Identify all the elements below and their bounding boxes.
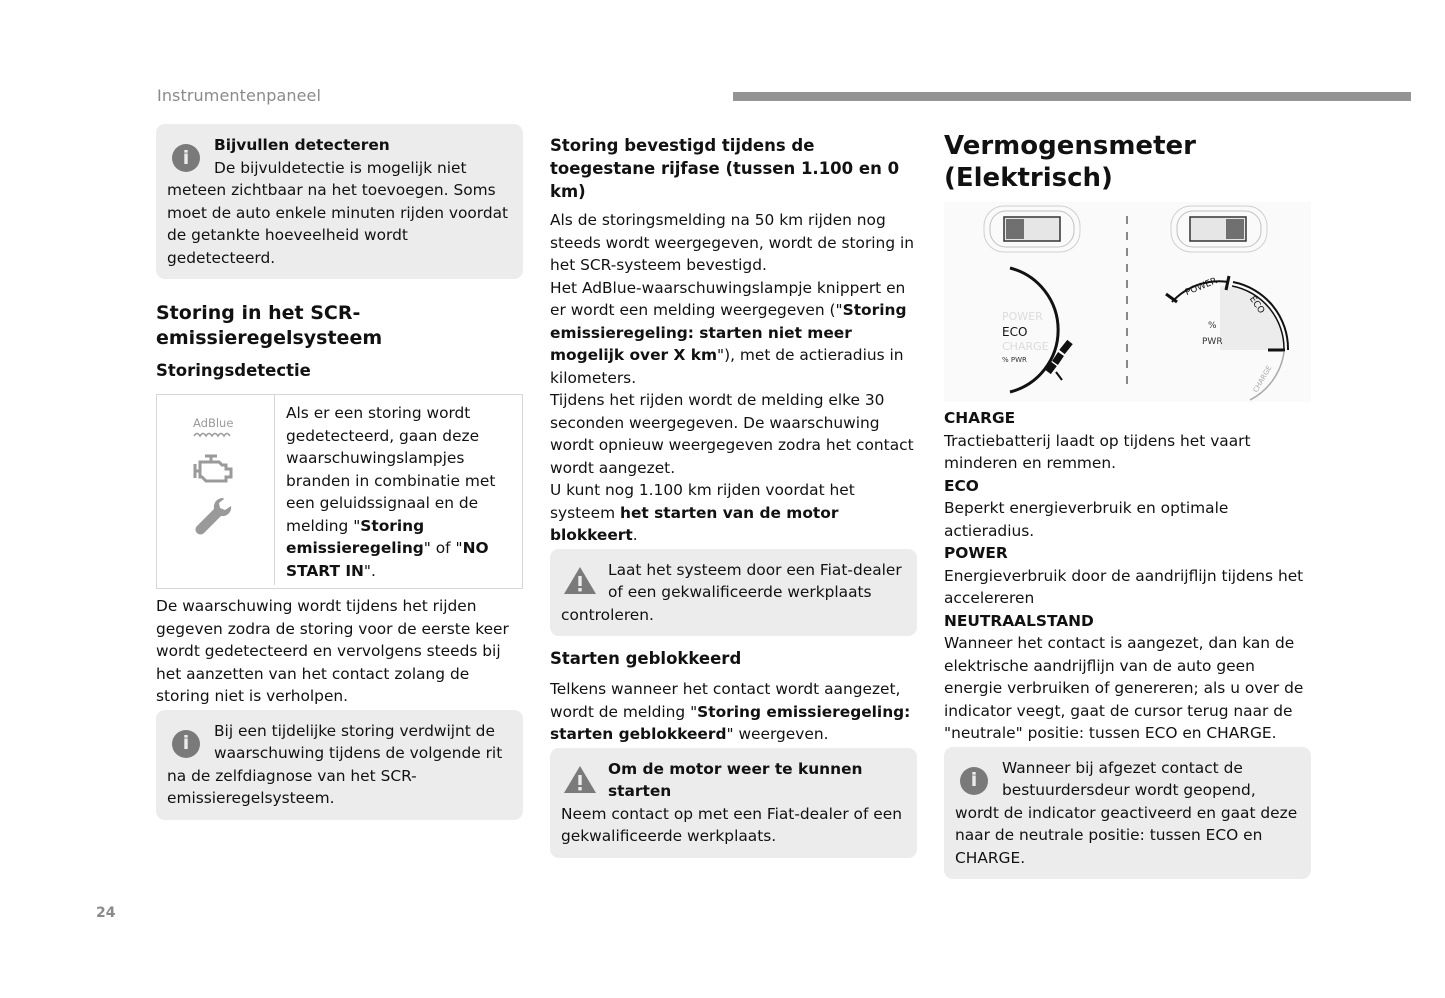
- note-refill-detection: [156, 124, 523, 279]
- note-text: Bij een tijdelijke storing verdwijnt de waarschuwing tijdens de volgende rit na de zelfdiagnose van het SCR-emissieregelsysteem.: [167, 721, 503, 807]
- lamp-description: Als er een storing wordt gedetecteerd, gaan deze waarschuwingslampjes branden in combinatie met een geluidssignaal en de melding "Storing emissieregeling" of "NO START IN".: [286, 404, 496, 580]
- paragraph-confirmed: Als de storingsmelding na 50 km rijden nog steeds wordt weergegeven, wordt de storing in het SCR-systeem bevestigd.: [550, 211, 915, 274]
- adblue-icon: [193, 429, 233, 439]
- column-3: [944, 130, 1311, 879]
- gauge-left: [1002, 268, 1070, 392]
- term-item-eco: [944, 475, 1311, 543]
- note-temporary-fault: [156, 710, 523, 820]
- note-title: Bijvullen detecteren: [214, 136, 390, 154]
- gauge-right-label-eco: ECO: [1246, 294, 1267, 316]
- warning-text: Neem contact op met een Fiat-dealer of een gekwalificeerde werkplaats.: [561, 804, 902, 845]
- term-definition: Tractiebatterij laadt op tijdens het vaart minderen en remmen.: [944, 431, 1251, 472]
- note-door-open: [944, 747, 1311, 880]
- gauge-left-label-eco: ECO: [1002, 325, 1028, 339]
- term-item-charge: [944, 407, 1311, 475]
- toggle-right-icon: [1171, 206, 1267, 252]
- warning-icon: [563, 764, 597, 794]
- warning-check-system: [550, 549, 917, 637]
- warning-title: Om de motor weer te kunnen starten: [608, 759, 863, 800]
- adblue-label: AdBlue: [193, 416, 234, 430]
- paragraph-blinking: Het AdBlue-waarschuwingslampje knippert en er wordt een melding weergegeven ("Storing emissieregeling: starten niet meer mogelijk over X km"), met de actieradius in kilometers.: [550, 278, 907, 387]
- note-text: Wanneer bij afgezet contact de bestuurdersdeur wordt geopend, wordt de indicator geactiveerd en gaat deze naar de neutrale positie: tussen ECO en CHARGE.: [955, 758, 1298, 867]
- gauge-left-label-power: POWER: [1002, 310, 1043, 323]
- term-definition: Wanneer het contact is aangezet, dan kan de elektrische aandrijflijn van de auto geen energie verbruiken of genereren; als u over de indicator veegt, gaat de cursor terug naar de "neutrale" positie: tussen ECO en CHARGE.: [944, 634, 1304, 742]
- column-1: [156, 124, 523, 820]
- gauge-left-label-pwr: % PWR: [1002, 356, 1027, 364]
- term-title: ECO: [944, 476, 979, 495]
- wrench-icon: [193, 496, 233, 536]
- gauge-right-label-percent: %: [1208, 321, 1217, 331]
- gauge-right-label-pwr: PWR: [1202, 337, 1223, 347]
- section-title-scr: Storing in het SCR-emissieregelsysteem: [156, 302, 383, 349]
- gauge-right-label-charge: CHARGE: [1251, 364, 1274, 394]
- term-title: POWER: [944, 544, 1008, 562]
- warning-lamp-table: [156, 394, 523, 589]
- term-item-power: [944, 542, 1311, 610]
- subsection-title-blocked: Starten geblokkeerd: [550, 649, 742, 668]
- paragraph-blocked: Telkens wanneer het contact wordt aangezet, wordt de melding "Storing emissieregeling: starten geblokkeerd" weergeven.: [550, 680, 911, 743]
- power-meter-svg: [944, 202, 1311, 402]
- power-meter-title: Vermogensmeter (Elektrisch): [944, 131, 1196, 193]
- warning-icon: [563, 565, 597, 595]
- gauge-left-label-charge: CHARGE: [1002, 340, 1049, 353]
- term-title: CHARGE: [944, 409, 1016, 427]
- warning-text: Laat het systeem door een Fiat-dealer of een gekwalificeerde werkplaats controleren.: [561, 560, 902, 624]
- gauge-right: [1166, 276, 1288, 400]
- column-2: [550, 134, 917, 858]
- term-list: [944, 407, 1311, 745]
- term-definition: Energieverbruik door de aandrijflijn tijdens het accelereren: [944, 566, 1304, 607]
- term-definition: Beperkt energieverbruik en optimale actieradius.: [944, 499, 1229, 540]
- term-title: NEUTRAALSTAND: [944, 611, 1094, 630]
- engine-icon: [193, 453, 235, 485]
- paragraph-range: U kunt nog 1.100 km rijden voordat het systeem het starten van de motor blokkeert.: [550, 481, 855, 544]
- lamp-icons-cell: [157, 395, 275, 585]
- subsection-title-confirmed: Storing bevestigd tijdens de toegestane rijfase (tussen 1.100 en 0 km): [550, 136, 900, 201]
- info-icon: i: [960, 767, 988, 795]
- subsection-title-detection: Storingsdetectie: [156, 361, 311, 380]
- power-meter-illustration: [944, 202, 1311, 402]
- paragraph-warning-timing: De waarschuwing wordt tijdens het rijden gegeven zodra de storing voor de eerste keer wordt gedetecteerd en vervolgens steeds bij het aanzetten van het contact zolang de storing niet is verholpen.: [156, 597, 509, 705]
- toggle-left-icon: [984, 206, 1080, 252]
- page-number: 24: [96, 905, 116, 921]
- paragraph-interval: Tijdens het rijden wordt de melding elke 30 seconden weergegeven. De waarschuwing wordt opnieuw weergegeven zodra het contact wordt aangezet.: [550, 391, 914, 477]
- note-text: De bijvuldetectie is mogelijk niet meteen zichtbaar na het toevoegen. Soms moet de auto enkele minuten rijden voordat de getankte hoeveelheid wordt gedetecteerd.: [167, 158, 509, 267]
- warning-restart-engine: [550, 748, 917, 858]
- header-bar: [733, 92, 1411, 101]
- header-section-title: Instrumentenpaneel: [157, 86, 322, 105]
- term-item-neutral: [944, 610, 1311, 745]
- info-icon: i: [172, 144, 200, 172]
- info-icon: i: [172, 730, 200, 758]
- gauge-right-label-power: POWER: [1183, 276, 1219, 299]
